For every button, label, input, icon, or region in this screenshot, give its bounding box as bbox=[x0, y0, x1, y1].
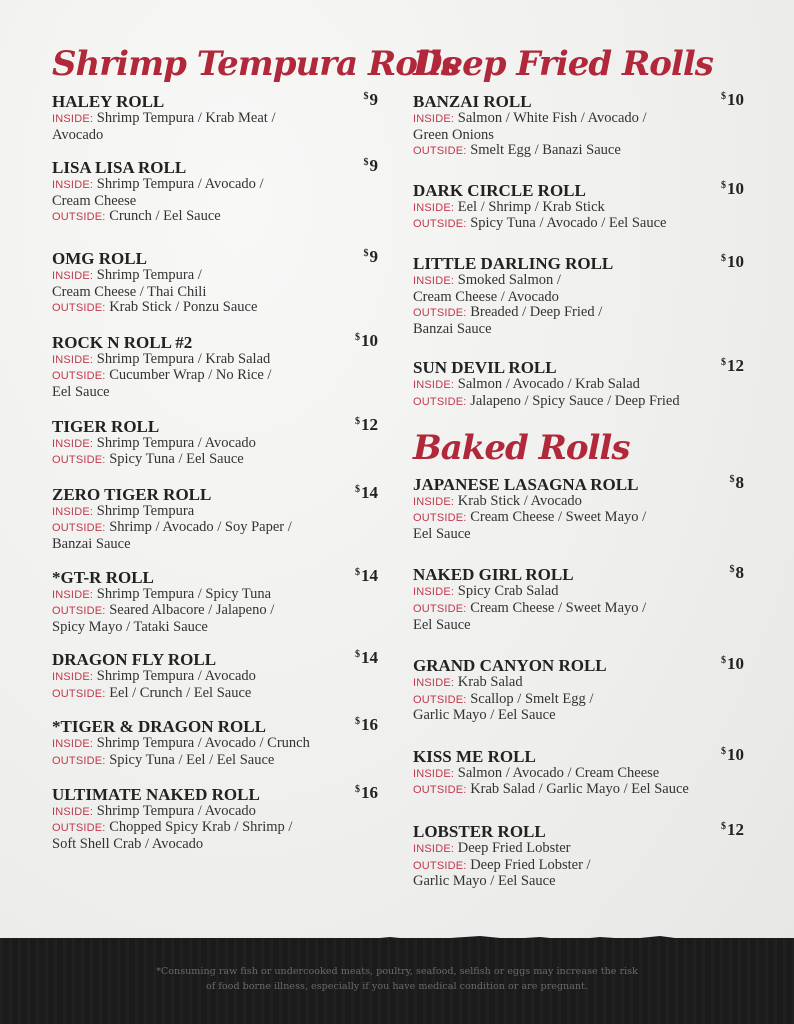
ingredient-text: Breaded / Deep Fried / bbox=[470, 304, 603, 321]
ingredient-line bbox=[52, 820, 378, 837]
ingredient-label: INSIDE: bbox=[52, 353, 94, 366]
menu-item bbox=[52, 648, 378, 702]
ingredient-text: Banzai Sauce bbox=[413, 320, 492, 337]
baked-items bbox=[413, 472, 744, 890]
item-name: NAKED GIRL ROLL bbox=[413, 565, 574, 585]
price-amount: 12 bbox=[727, 356, 744, 376]
ingredient-line bbox=[52, 603, 378, 620]
ingredient-text: Krab Stick / Avocado bbox=[457, 492, 582, 509]
item-name: HALEY ROLL bbox=[52, 92, 165, 111]
item-name: DRAGON FLY ROLL bbox=[52, 650, 217, 670]
ingredient-label: INSIDE: bbox=[52, 805, 94, 818]
ingredient-text: Chopped Spicy Krab / Shrimp / bbox=[109, 819, 293, 836]
item-name: BANZAI ROLL bbox=[413, 92, 532, 111]
dollar-sign: $ bbox=[721, 179, 726, 191]
item-price bbox=[364, 247, 379, 267]
ingredient-line bbox=[52, 352, 378, 369]
ingredient-text: Spicy Tuna / Eel / Eel Sauce bbox=[109, 752, 275, 769]
ingredient-line bbox=[52, 753, 378, 770]
menu-item bbox=[52, 90, 378, 143]
price-amount: 10 bbox=[727, 654, 744, 674]
ingredient-label: INSIDE: bbox=[413, 379, 455, 392]
ingredient-line bbox=[52, 736, 378, 753]
price-amount: 14 bbox=[361, 482, 378, 502]
dollar-sign: $ bbox=[721, 655, 726, 667]
item-name: LISA LISA ROLL bbox=[52, 158, 187, 178]
ingredient-line bbox=[413, 273, 744, 290]
ingredient-line bbox=[413, 584, 744, 601]
ingredient-label: OUTSIDE: bbox=[52, 605, 106, 618]
ingredient-line bbox=[52, 669, 378, 686]
ingredient-line bbox=[413, 128, 744, 144]
ingredient-label: INSIDE: bbox=[413, 201, 455, 214]
ingredient-text: Shrimp Tempura / Spicy Tuna bbox=[96, 585, 272, 602]
ingredient-label: INSIDE: bbox=[413, 586, 455, 599]
ingredient-label: OUTSIDE: bbox=[52, 302, 106, 315]
item-name: KISS ME ROLL bbox=[413, 746, 536, 766]
item-name: LOBSTER ROLL bbox=[413, 822, 546, 842]
item-name: SUN DEVIL ROLL bbox=[413, 358, 557, 378]
ingredient-line bbox=[413, 841, 744, 858]
ingredient-text: Shrimp Tempura / Avocado bbox=[96, 668, 256, 685]
ingredient-line bbox=[413, 200, 744, 217]
ingredient-text: Shrimp Tempura / Avocado / bbox=[96, 176, 264, 193]
ingredient-line bbox=[52, 837, 378, 853]
item-price bbox=[721, 745, 744, 765]
price-amount: 9 bbox=[369, 246, 378, 266]
ingredient-line bbox=[413, 216, 744, 233]
menu-item bbox=[52, 246, 378, 317]
item-name: JAPANESE LASAGNA ROLL bbox=[413, 474, 639, 494]
ingredient-line bbox=[413, 874, 744, 890]
menu-item bbox=[413, 820, 744, 890]
dollar-sign: $ bbox=[355, 483, 360, 495]
ingredient-text: Salmon / Avocado / Krab Salad bbox=[457, 376, 640, 393]
ingredient-text: Deep Fried Lobster bbox=[457, 840, 571, 857]
ingredient-text: Avocado bbox=[52, 126, 104, 143]
ingredient-text: Cream Cheese / Thai Chili bbox=[52, 283, 207, 300]
ingredient-line bbox=[52, 537, 378, 553]
ingredient-label: OUTSIDE: bbox=[52, 211, 106, 224]
ingredient-text: Cream Cheese / Avocado bbox=[413, 288, 559, 305]
item-price bbox=[721, 820, 744, 840]
dollar-sign: $ bbox=[721, 252, 726, 264]
ingredient-text: Smoked Salmon / bbox=[457, 271, 561, 288]
ingredient-label: OUTSIDE: bbox=[413, 395, 467, 408]
menu-item bbox=[52, 565, 378, 636]
item-price bbox=[730, 563, 745, 583]
ingredient-line bbox=[52, 194, 378, 210]
price-amount: 8 bbox=[735, 563, 744, 583]
disclaimer bbox=[0, 964, 794, 994]
dollar-sign: $ bbox=[355, 783, 360, 795]
ingredient-line bbox=[52, 504, 378, 521]
ingredient-text: Eel Sauce bbox=[413, 525, 471, 542]
ingredient-line bbox=[413, 290, 744, 306]
price-amount: 9 bbox=[369, 156, 378, 176]
ingredient-line bbox=[413, 111, 744, 128]
ingredient-line bbox=[52, 520, 378, 537]
ingredient-text: Shrimp Tempura / bbox=[96, 266, 202, 283]
ingredient-line bbox=[413, 377, 744, 394]
dollar-sign: $ bbox=[363, 157, 369, 169]
item-price bbox=[355, 415, 378, 435]
item-name: ROCK N ROLL #2 bbox=[52, 332, 193, 352]
ingredient-line bbox=[413, 143, 744, 160]
dollar-sign: $ bbox=[721, 357, 726, 369]
ingredient-text: Garlic Mayo / Eel Sauce bbox=[413, 707, 556, 724]
ingredient-text: Cream Cheese / Sweet Mayo / bbox=[470, 509, 647, 526]
ingredient-text: Salmon / White Fish / Avocado / bbox=[457, 110, 647, 126]
price-amount: 8 bbox=[735, 472, 744, 492]
ingredient-text: Seared Albacore / Jalapeno / bbox=[109, 602, 275, 619]
ingredient-line bbox=[52, 268, 378, 285]
ingredient-text: Eel Sauce bbox=[52, 383, 110, 400]
dollar-sign: $ bbox=[355, 716, 360, 728]
menu-item bbox=[413, 90, 744, 160]
dollar-sign: $ bbox=[355, 415, 360, 427]
ingredient-label: OUTSIDE: bbox=[413, 784, 467, 797]
item-price bbox=[721, 654, 744, 674]
menu-item bbox=[413, 744, 744, 799]
ingredient-line bbox=[52, 686, 378, 703]
item-name: LITTLE DARLING ROLL bbox=[413, 253, 614, 273]
ingredient-text: Banzai Sauce bbox=[52, 535, 131, 552]
item-name: ULTIMATE NAKED ROLL bbox=[52, 784, 260, 804]
ingredient-text: Shrimp Tempura / Avocado bbox=[96, 434, 256, 451]
ingredient-line bbox=[413, 766, 744, 783]
item-name: *TIGER & DRAGON ROLL bbox=[52, 717, 266, 737]
ingredient-label: OUTSIDE: bbox=[413, 145, 467, 158]
ingredient-line bbox=[52, 385, 378, 401]
menu-item bbox=[52, 156, 378, 226]
item-price bbox=[730, 473, 745, 493]
ingredient-line bbox=[413, 601, 744, 618]
item-price bbox=[721, 179, 744, 199]
ingredient-line bbox=[413, 394, 744, 411]
item-price bbox=[721, 252, 744, 272]
ingredient-label: INSIDE: bbox=[52, 113, 94, 125]
ingredient-text: Krab Stick / Ponzu Sauce bbox=[109, 299, 258, 316]
ingredient-text: Jalapeno / Spicy Sauce / Deep Fried bbox=[470, 392, 680, 409]
ingredient-label: INSIDE: bbox=[413, 113, 455, 125]
menu-item bbox=[413, 654, 744, 724]
ingredient-line bbox=[413, 692, 744, 709]
menu-item bbox=[52, 782, 378, 853]
ingredient-label: OUTSIDE: bbox=[413, 512, 467, 525]
ingredient-label: INSIDE: bbox=[413, 843, 455, 856]
item-name: *GT-R ROLL bbox=[52, 567, 154, 587]
menu-item bbox=[413, 472, 744, 543]
item-name: DARK CIRCLE ROLL bbox=[413, 180, 586, 200]
shrimp-tempura-items bbox=[52, 90, 378, 852]
ingredient-label: OUTSIDE: bbox=[52, 454, 106, 467]
ingredient-label: OUTSIDE: bbox=[413, 693, 467, 706]
ingredient-label: INSIDE: bbox=[52, 738, 94, 751]
section-title-shrimp-tempura: Shrimp Tempura Rolls bbox=[52, 44, 459, 84]
ingredient-line bbox=[413, 527, 744, 543]
ingredient-text: Shrimp Tempura / Krab Meat / bbox=[96, 110, 276, 126]
price-amount: 16 bbox=[361, 715, 378, 735]
ingredient-text: Shrimp Tempura / Avocado bbox=[96, 802, 256, 819]
ingredient-line bbox=[52, 111, 378, 128]
menu-item bbox=[413, 563, 744, 633]
ingredient-text: Shrimp Tempura / Krab Salad bbox=[96, 350, 271, 367]
ingredient-label: OUTSIDE: bbox=[413, 602, 467, 615]
item-price bbox=[355, 331, 378, 351]
price-amount: 10 bbox=[727, 251, 744, 271]
item-price bbox=[355, 783, 378, 803]
dollar-sign: $ bbox=[363, 247, 369, 259]
ingredient-label: INSIDE: bbox=[52, 437, 94, 450]
dollar-sign: $ bbox=[355, 331, 360, 343]
price-amount: 14 bbox=[361, 648, 378, 668]
ingredient-text: Garlic Mayo / Eel Sauce bbox=[413, 873, 556, 890]
item-price bbox=[355, 715, 378, 735]
ingredient-label: OUTSIDE: bbox=[413, 218, 467, 231]
ingredient-label: INSIDE: bbox=[52, 269, 94, 282]
dollar-sign: $ bbox=[355, 566, 360, 578]
dollar-sign: $ bbox=[721, 91, 726, 102]
ingredient-line bbox=[413, 494, 744, 511]
ingredient-line bbox=[52, 587, 378, 604]
disclaimer-line-2: of food borne illness, especially if you have medical condition or are pregnant. bbox=[205, 981, 589, 992]
price-amount: 12 bbox=[361, 414, 378, 434]
ingredient-label: INSIDE: bbox=[52, 671, 94, 684]
ingredient-text: Shrimp / Avocado / Soy Paper / bbox=[109, 519, 292, 536]
item-name: GRAND CANYON ROLL bbox=[413, 656, 607, 676]
ingredient-line bbox=[52, 300, 378, 317]
price-amount: 10 bbox=[727, 744, 744, 764]
ingredient-line bbox=[52, 452, 378, 469]
ingredient-line bbox=[52, 368, 378, 385]
price-amount: 9 bbox=[369, 90, 378, 109]
ingredient-text: Shrimp Tempura / Avocado / Crunch bbox=[96, 735, 310, 752]
item-name: TIGER ROLL bbox=[52, 416, 160, 436]
dollar-sign: $ bbox=[363, 91, 369, 102]
menu-item bbox=[52, 330, 378, 401]
disclaimer-line-1: *Consuming raw fish or undercooked meats, poultry, seafood, selfish or eggs may increase the risk bbox=[156, 966, 638, 977]
ingredient-text: Spicy Crab Salad bbox=[457, 583, 559, 600]
ingredient-label: INSIDE: bbox=[52, 179, 94, 192]
dollar-sign: $ bbox=[355, 649, 360, 661]
ingredient-text: Shrimp Tempura bbox=[96, 502, 195, 519]
ingredient-text: Green Onions bbox=[413, 126, 494, 143]
ingredient-line bbox=[52, 285, 378, 301]
item-price bbox=[364, 156, 379, 176]
dollar-sign: $ bbox=[721, 745, 726, 757]
ingredient-label: OUTSIDE: bbox=[52, 522, 106, 535]
ingredient-text: Soft Shell Crab / Avocado bbox=[52, 835, 204, 852]
ingredient-text: Krab Salad bbox=[457, 674, 523, 691]
price-amount: 16 bbox=[361, 782, 378, 802]
deep-fried-items bbox=[413, 90, 744, 411]
ingredient-text: Spicy Tuna / Avocado / Eel Sauce bbox=[470, 215, 667, 232]
ingredient-line bbox=[413, 510, 744, 527]
ingredient-label: INSIDE: bbox=[413, 495, 455, 508]
ingredient-text: Eel / Shrimp / Krab Stick bbox=[457, 198, 605, 215]
ingredient-label: OUTSIDE: bbox=[52, 370, 106, 383]
ingredient-line bbox=[52, 128, 378, 144]
ingredient-text: Crunch / Eel Sauce bbox=[109, 208, 221, 225]
menu-item bbox=[52, 414, 378, 469]
ingredient-line bbox=[413, 708, 744, 724]
ingredient-text: Smelt Egg / Banazi Sauce bbox=[470, 142, 621, 159]
ingredient-text: Eel Sauce bbox=[413, 616, 471, 633]
menu-item bbox=[52, 715, 378, 769]
item-price bbox=[364, 90, 379, 110]
ingredient-label: OUTSIDE: bbox=[413, 307, 467, 320]
ingredient-label: INSIDE: bbox=[413, 274, 455, 287]
menu-item bbox=[413, 251, 744, 337]
ingredient-line bbox=[413, 322, 744, 338]
ingredient-line bbox=[52, 177, 378, 194]
ingredient-line bbox=[52, 620, 378, 636]
ingredient-label: OUTSIDE: bbox=[52, 755, 106, 768]
price-amount: 10 bbox=[727, 178, 744, 198]
ingredient-line bbox=[413, 618, 744, 634]
ingredient-text: Krab Salad / Garlic Mayo / Eel Sauce bbox=[470, 781, 689, 798]
ingredient-text: Cream Cheese / Sweet Mayo / bbox=[470, 599, 647, 616]
ingredient-label: INSIDE: bbox=[52, 505, 94, 518]
price-amount: 10 bbox=[361, 330, 378, 350]
section-title-baked: Baked Rolls bbox=[413, 427, 630, 468]
item-price bbox=[355, 483, 378, 503]
ingredient-label: INSIDE: bbox=[413, 767, 455, 780]
price-amount: 14 bbox=[361, 565, 378, 585]
ingredient-label: OUTSIDE: bbox=[413, 859, 467, 872]
dollar-sign: $ bbox=[729, 564, 735, 576]
dollar-sign: $ bbox=[729, 473, 735, 485]
ingredient-label: OUTSIDE: bbox=[52, 822, 106, 835]
ingredient-line bbox=[52, 436, 378, 453]
item-price bbox=[355, 566, 378, 586]
ingredient-label: INSIDE: bbox=[52, 588, 94, 601]
ingredient-text: Scallop / Smelt Egg / bbox=[470, 690, 594, 707]
ingredient-label: INSIDE: bbox=[413, 677, 455, 690]
ingredient-line bbox=[413, 305, 744, 322]
section-title-deep-fried: Deep Fried Rolls bbox=[413, 44, 713, 84]
price-amount: 10 bbox=[727, 90, 744, 109]
ingredient-label: OUTSIDE: bbox=[52, 687, 106, 700]
ingredient-text: Salmon / Avocado / Cream Cheese bbox=[457, 764, 660, 781]
ingredient-line bbox=[413, 675, 744, 692]
ingredient-line bbox=[52, 804, 378, 821]
ingredient-text: Spicy Mayo / Tataki Sauce bbox=[52, 618, 208, 635]
item-name: ZERO TIGER ROLL bbox=[52, 484, 212, 504]
ingredient-line bbox=[413, 858, 744, 875]
item-price bbox=[355, 648, 378, 668]
price-amount: 12 bbox=[727, 820, 744, 840]
ingredient-line bbox=[52, 209, 378, 226]
item-name: OMG ROLL bbox=[52, 248, 147, 268]
ingredient-text: Cream Cheese bbox=[52, 192, 137, 209]
dollar-sign: $ bbox=[721, 821, 726, 833]
menu-item bbox=[52, 482, 378, 553]
ingredient-text: Deep Fried Lobster / bbox=[470, 856, 591, 873]
ingredient-line bbox=[413, 782, 744, 799]
ingredient-text: Cucumber Wrap / No Rice / bbox=[109, 367, 272, 384]
right-column bbox=[413, 44, 744, 890]
menu-item bbox=[413, 356, 744, 410]
ingredient-text: Spicy Tuna / Eel Sauce bbox=[109, 451, 244, 468]
ingredient-text: Eel / Crunch / Eel Sauce bbox=[109, 684, 252, 701]
item-price bbox=[721, 90, 744, 110]
menu-item bbox=[413, 178, 744, 233]
item-price bbox=[721, 356, 744, 376]
